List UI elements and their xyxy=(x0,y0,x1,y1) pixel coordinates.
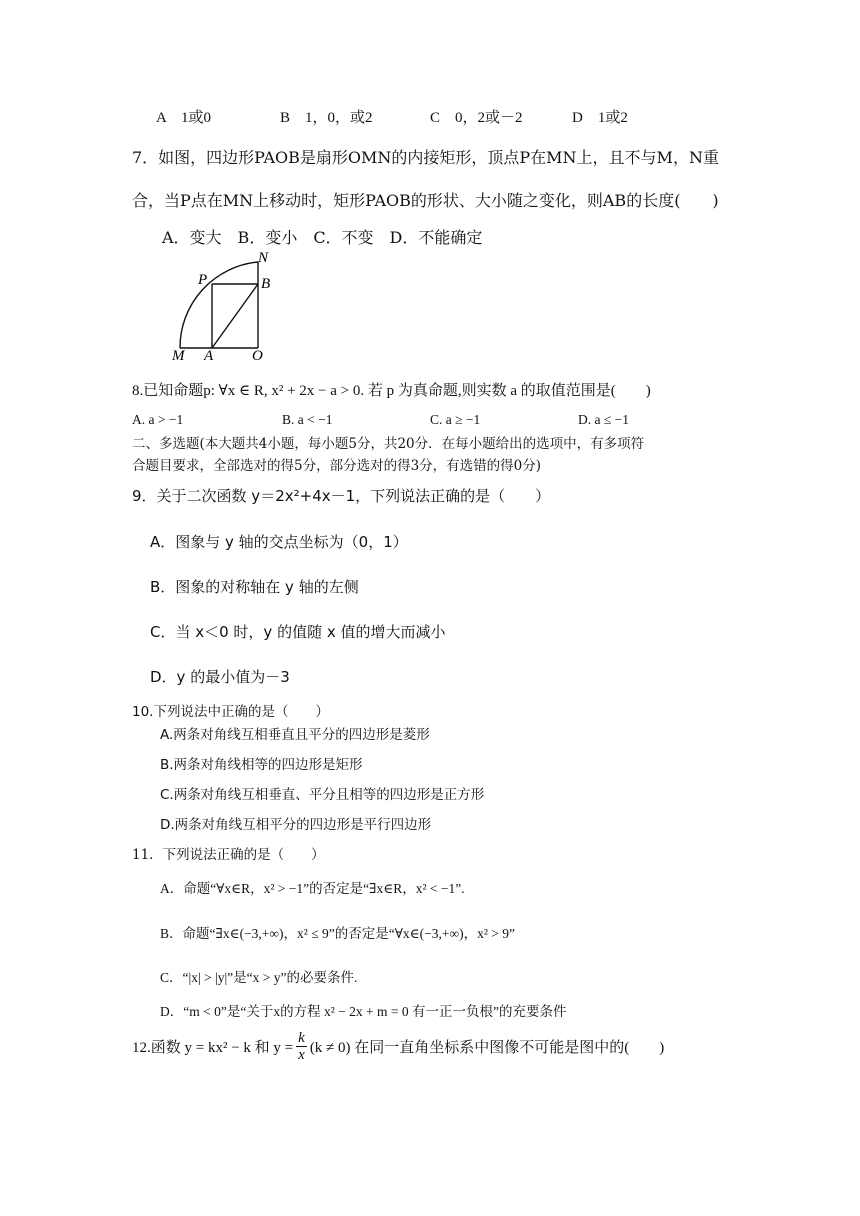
label-b: B xyxy=(261,276,271,292)
q12-stem xyxy=(132,1030,664,1063)
q9-option-c: C．当 x＜0 时，y 的值随 x 值的增大而减小 xyxy=(150,623,446,641)
section2-line2: 合题目要求，全部选对的得5分，部分选对的得3分，有选错的得0分) xyxy=(132,458,542,474)
label-a: A xyxy=(204,348,214,362)
q8-option-c: C. a ≥ −1 xyxy=(430,412,481,427)
q11-option-a: A．命题“∀x∈R，x² > −1”的否定是“∃x∈R，x² < −1”. xyxy=(160,881,465,896)
q10-stem: 10.下列说法中正确的是（ ） xyxy=(132,704,329,720)
q6-option-a: A 1或0 xyxy=(156,110,212,126)
q7-stem-line1: 7．如图，四边形PAOB是扇形OMN的内接矩形，顶点P在MN上，且不与M，N重 xyxy=(132,148,719,167)
q9-option-d: D．y 的最小值为－3 xyxy=(150,668,290,686)
label-o: O xyxy=(252,348,263,362)
q6-option-c: C 0，2或－2 xyxy=(430,110,523,126)
q10-option-b: B.两条对角线相等的四边形是矩形 xyxy=(160,757,363,773)
arc-mn xyxy=(180,262,258,348)
q11-option-d: D．“m < 0”是“关于x的方程 x² − 2x + m = 0 有一正一负根”的充要条件 xyxy=(160,1004,567,1019)
q8-option-a: A. a > −1 xyxy=(132,412,184,427)
q6-option-b: B 1，0，或2 xyxy=(280,110,373,126)
q11-stem: 11．下列说法正确的是（ ） xyxy=(132,847,325,863)
q9-option-a: A．图象与 y 轴的交点坐标为（0，1） xyxy=(150,533,408,551)
label-p: P xyxy=(198,272,208,288)
q10-option-d: D.两条对角线互相平分的四边形是平行四边形 xyxy=(160,817,432,833)
q6-option-d: D 1或2 xyxy=(572,110,628,126)
q6-options xyxy=(156,106,628,127)
q8-options xyxy=(132,412,629,428)
q12-prefix: 12.函数 y = kx² − k 和 y = xyxy=(132,1040,294,1056)
section2-line1: 二、多选题(本大题共4小题，每小题5分，共20分．在每小题给出的选项中，有多项符 xyxy=(132,436,645,452)
q8-stem: 8.已知命题p: ∀x ∈ R, x² + 2x − a > 0. 若 p 为真命题,则实数 a 的取值范围是( ) xyxy=(132,383,651,399)
q9-option-b: B．图象的对称轴在 y 轴的左侧 xyxy=(150,578,359,596)
label-m: M xyxy=(172,348,185,362)
q7-figure xyxy=(168,250,288,362)
label-n: N xyxy=(258,250,269,266)
q7-stem-line2: 合，当P点在MN上移动时，矩形PAOB的形状、大小随之变化，则AB的长度( ) xyxy=(132,191,719,210)
q7-options: A．变大 B．变小 C．不变 D．不能确定 xyxy=(162,228,483,247)
q8-option-b: B. a < −1 xyxy=(282,412,333,427)
q12-suffix: (k ≠ 0) 在同一直角坐标系中图像不可能是图中的( ) xyxy=(309,1040,665,1056)
q12-fraction-denominator: x xyxy=(298,1047,305,1063)
q10-option-c: C.两条对角线互相垂直、平分且相等的四边形是正方形 xyxy=(160,787,485,803)
q11-option-b: B．命题“∃x∈(−3,+∞)，x² ≤ 9”的否定是“∀x∈(−3,+∞)，x² > 9” xyxy=(160,926,515,941)
q12-fraction-numerator: k xyxy=(298,1030,305,1046)
q10-option-a: A.两条对角线互相垂直且平分的四边形是菱形 xyxy=(160,727,430,743)
q11-option-c: C．“|x| > |y|”是“x > y”的必要条件. xyxy=(160,970,358,985)
q12-fraction xyxy=(296,1030,307,1063)
q9-stem: 9．关于二次函数 y＝2x²+4x－1，下列说法正确的是（ ） xyxy=(132,487,551,505)
q8-option-d: D. a ≤ −1 xyxy=(578,412,630,427)
segment-ab xyxy=(212,284,258,348)
